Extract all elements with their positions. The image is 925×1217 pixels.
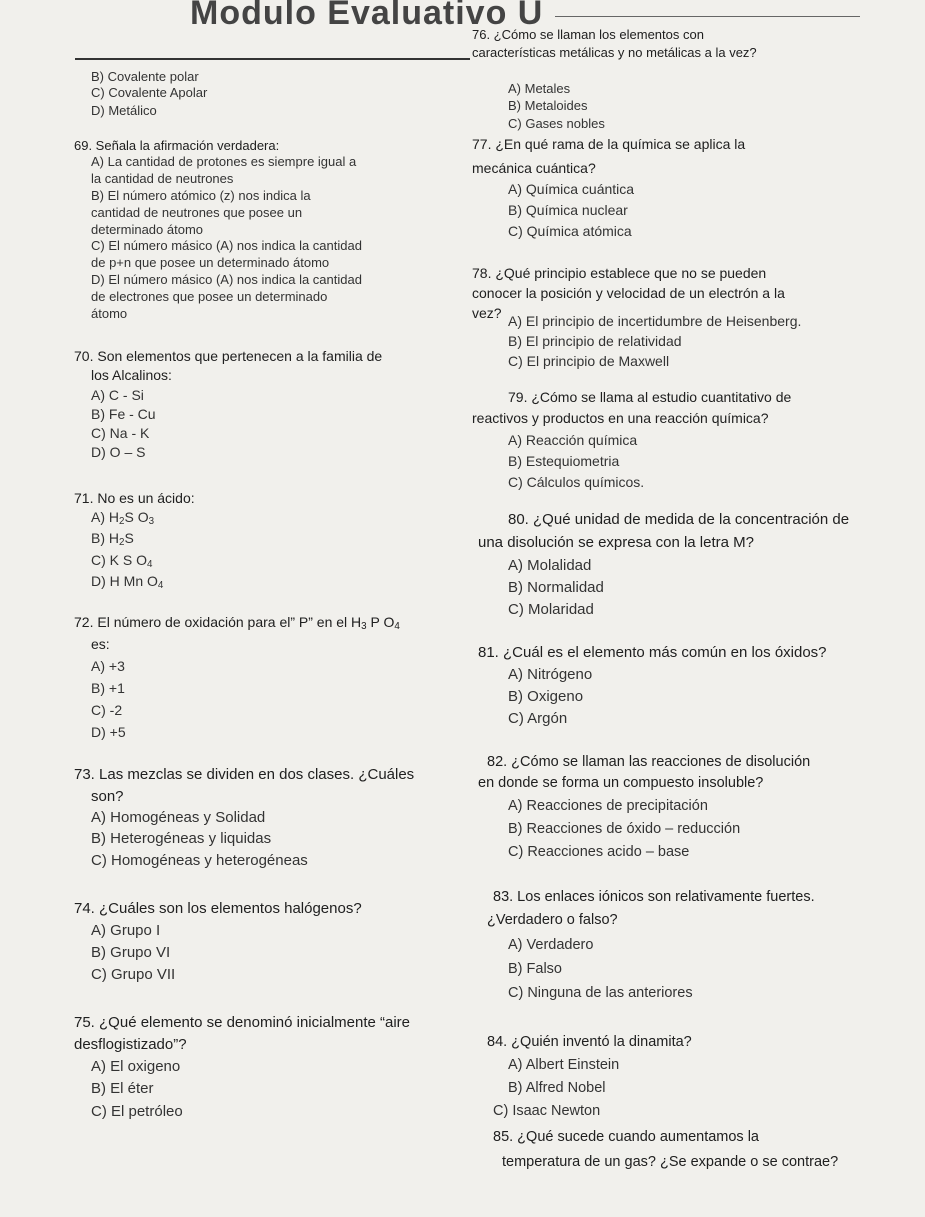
q69-option-b-cont2: determinado átomo bbox=[91, 222, 204, 237]
q76-question-cont: características metálicas y no metálicas a la vez? bbox=[472, 45, 757, 60]
q69-option-c[interactable]: C) El número másico (A) nos indica la cantidad bbox=[91, 238, 362, 253]
q73-option-b[interactable]: B) Heterogéneas y liquidas bbox=[91, 830, 272, 847]
q73-question: 73. Las mezclas se dividen en dos clases. ¿Cuáles bbox=[74, 766, 415, 783]
q68-option-c[interactable]: C) Covalente Apolar bbox=[91, 85, 208, 100]
q72-question: 72. El número de oxidación para el” P” en el $H_3$ P $O_4$ bbox=[74, 614, 400, 632]
q69-option-b[interactable]: B) El número atómico (z) nos indica la bbox=[91, 188, 311, 203]
q71-option-a[interactable]: A) $H_2S$ $O_3$ bbox=[91, 509, 155, 527]
q71-option-c[interactable]: C) K S $O_4$ bbox=[91, 552, 153, 570]
title-divider bbox=[555, 16, 860, 17]
q84-question: 84. ¿Quién inventó la dinamita? bbox=[487, 1034, 692, 1050]
q69-option-d-cont: de electrones que posee un determinado bbox=[91, 289, 328, 304]
q71-question: 71. No es un ácido: bbox=[74, 490, 195, 506]
q76-option-a[interactable]: A) Metales bbox=[508, 81, 571, 96]
q81-question: 81. ¿Cuál es el elemento más común en los óxidos? bbox=[478, 644, 827, 661]
q77-option-a[interactable]: A) Química cuántica bbox=[508, 181, 635, 197]
q78-option-c[interactable]: C) El principio de Maxwell bbox=[508, 353, 670, 369]
q80-option-b[interactable]: B) Normalidad bbox=[508, 579, 604, 596]
q78-option-a[interactable]: A) El principio de incertidumbre de Heisenberg. bbox=[508, 313, 802, 329]
q83-option-c[interactable]: C) Ninguna de las anteriores bbox=[508, 985, 693, 1001]
q80-question: 80. ¿Qué unidad de medida de la concentración de bbox=[508, 511, 850, 528]
section-divider bbox=[75, 58, 470, 60]
q85-question-cont: temperatura de un gas? ¿Se expande o se contrae? bbox=[502, 1154, 839, 1170]
q80-question-cont: una disolución se expresa con la letra M? bbox=[478, 534, 754, 551]
q70-question-cont: los Alcalinos: bbox=[91, 367, 172, 383]
q81-option-a[interactable]: A) Nitrógeno bbox=[508, 666, 593, 683]
q69-option-c-cont: de p+n que posee un determinado átomo bbox=[91, 255, 330, 270]
q75-question-cont: desflogistizado”? bbox=[74, 1036, 187, 1053]
q74-option-b[interactable]: B) Grupo VI bbox=[91, 944, 171, 961]
q68-option-b[interactable]: B) Covalente polar bbox=[91, 69, 199, 84]
q68-option-d[interactable]: D) Metálico bbox=[91, 103, 157, 118]
q77-option-c[interactable]: C) Química atómica bbox=[508, 223, 632, 239]
q69-option-a[interactable]: A) La cantidad de protones es siempre igual a bbox=[91, 154, 357, 169]
q83-question-cont: ¿Verdadero o falso? bbox=[487, 912, 618, 928]
q78-question: 78. ¿Qué principio establece que no se pueden bbox=[472, 265, 767, 281]
q79-option-c[interactable]: C) Cálculos químicos. bbox=[508, 474, 645, 490]
q76-option-b[interactable]: B) Metaloides bbox=[508, 98, 588, 113]
q78-option-b[interactable]: B) El principio de relatividad bbox=[508, 333, 682, 349]
q71-option-d[interactable]: D) H Mn $O_4$ bbox=[91, 573, 164, 591]
q82-option-a[interactable]: A) Reacciones de precipitación bbox=[508, 798, 708, 814]
q70-option-d[interactable]: D) O – S bbox=[91, 444, 146, 460]
q72-question-cont: es: bbox=[91, 636, 110, 652]
q79-question: 79. ¿Cómo se llama al estudio cuantitativo de bbox=[508, 389, 792, 405]
q84-option-c[interactable]: C) Isaac Newton bbox=[493, 1103, 601, 1119]
q84-option-a[interactable]: A) Albert Einstein bbox=[508, 1057, 620, 1073]
q76-question: 76. ¿Cómo se llaman los elementos con bbox=[472, 27, 704, 42]
q73-option-c[interactable]: C) Homogéneas y heterogéneas bbox=[91, 852, 308, 869]
q81-option-c[interactable]: C) Argón bbox=[508, 710, 568, 727]
page-title: Modulo Evaluativo U bbox=[190, 0, 544, 32]
q82-question: 82. ¿Cómo se llaman las reacciones de disolución bbox=[487, 754, 811, 770]
q72-option-b[interactable]: B) +1 bbox=[91, 680, 125, 696]
q75-option-a[interactable]: A) El oxigeno bbox=[91, 1058, 181, 1075]
q73-option-a[interactable]: A) Homogéneas y Solidad bbox=[91, 809, 266, 826]
q70-question: 70. Son elementos que pertenecen a la familia de bbox=[74, 348, 383, 364]
q72-option-a[interactable]: A) +3 bbox=[91, 658, 125, 674]
q82-option-c[interactable]: C) Reacciones acido – base bbox=[508, 844, 690, 860]
q74-option-a[interactable]: A) Grupo I bbox=[91, 922, 161, 939]
q80-option-c[interactable]: C) Molaridad bbox=[508, 601, 594, 618]
q80-option-a[interactable]: A) Molalidad bbox=[508, 557, 592, 574]
q78-question-cont2: vez? bbox=[472, 305, 502, 321]
q69-option-a-cont: la cantidad de neutrones bbox=[91, 171, 234, 186]
q75-option-c[interactable]: C) El petróleo bbox=[91, 1103, 183, 1120]
q77-question: 77. ¿En qué rama de la química se aplica la bbox=[472, 136, 746, 152]
q82-option-b[interactable]: B) Reacciones de óxido – reducción bbox=[508, 821, 741, 837]
q81-option-b[interactable]: B) Oxigeno bbox=[508, 688, 584, 705]
q77-question-cont: mecánica cuántica? bbox=[472, 160, 596, 176]
q70-option-b[interactable]: B) Fe - Cu bbox=[91, 406, 156, 422]
q70-option-c[interactable]: C) Na - K bbox=[91, 425, 150, 441]
q74-question: 74. ¿Cuáles son los elementos halógenos? bbox=[74, 900, 362, 917]
q70-option-a[interactable]: A) C - Si bbox=[91, 387, 144, 403]
q72-option-c[interactable]: C) -2 bbox=[91, 702, 123, 718]
q84-option-b[interactable]: B) Alfred Nobel bbox=[508, 1080, 606, 1096]
q73-question-cont: son? bbox=[91, 788, 124, 805]
q82-question-cont: en donde se forma un compuesto insoluble? bbox=[478, 775, 764, 791]
q69-question: 69. Señala la afirmación verdadera: bbox=[74, 138, 280, 153]
q85-question: 85. ¿Qué sucede cuando aumentamos la bbox=[493, 1129, 759, 1145]
q79-question-cont: reactivos y productos en una reacción química? bbox=[472, 410, 769, 426]
q78-question-cont: conocer la posición y velocidad de un electrón a la bbox=[472, 285, 785, 301]
q71-option-b[interactable]: B) $H_2S$ bbox=[91, 530, 134, 548]
q79-option-a[interactable]: A) Reacción química bbox=[508, 432, 638, 448]
q69-option-d-cont2: átomo bbox=[91, 306, 128, 321]
q69-option-b-cont: cantidad de neutrones que posee un bbox=[91, 205, 303, 220]
q75-option-b[interactable]: B) El éter bbox=[91, 1080, 154, 1097]
q75-question: 75. ¿Qué elemento se denominó inicialmente “aire bbox=[74, 1014, 411, 1031]
q83-question: 83. Los enlaces iónicos son relativamente fuertes. bbox=[493, 889, 815, 905]
q74-option-c[interactable]: C) Grupo VII bbox=[91, 966, 176, 983]
q72-option-d[interactable]: D) +5 bbox=[91, 724, 126, 740]
q77-option-b[interactable]: B) Química nuclear bbox=[508, 202, 628, 218]
q76-option-c[interactable]: C) Gases nobles bbox=[508, 116, 605, 131]
q83-option-a[interactable]: A) Verdadero bbox=[508, 937, 594, 953]
q79-option-b[interactable]: B) Estequiometria bbox=[508, 453, 620, 469]
q83-option-b[interactable]: B) Falso bbox=[508, 961, 562, 977]
q69-option-d[interactable]: D) El número másico (A) nos indica la cantidad bbox=[91, 272, 362, 287]
